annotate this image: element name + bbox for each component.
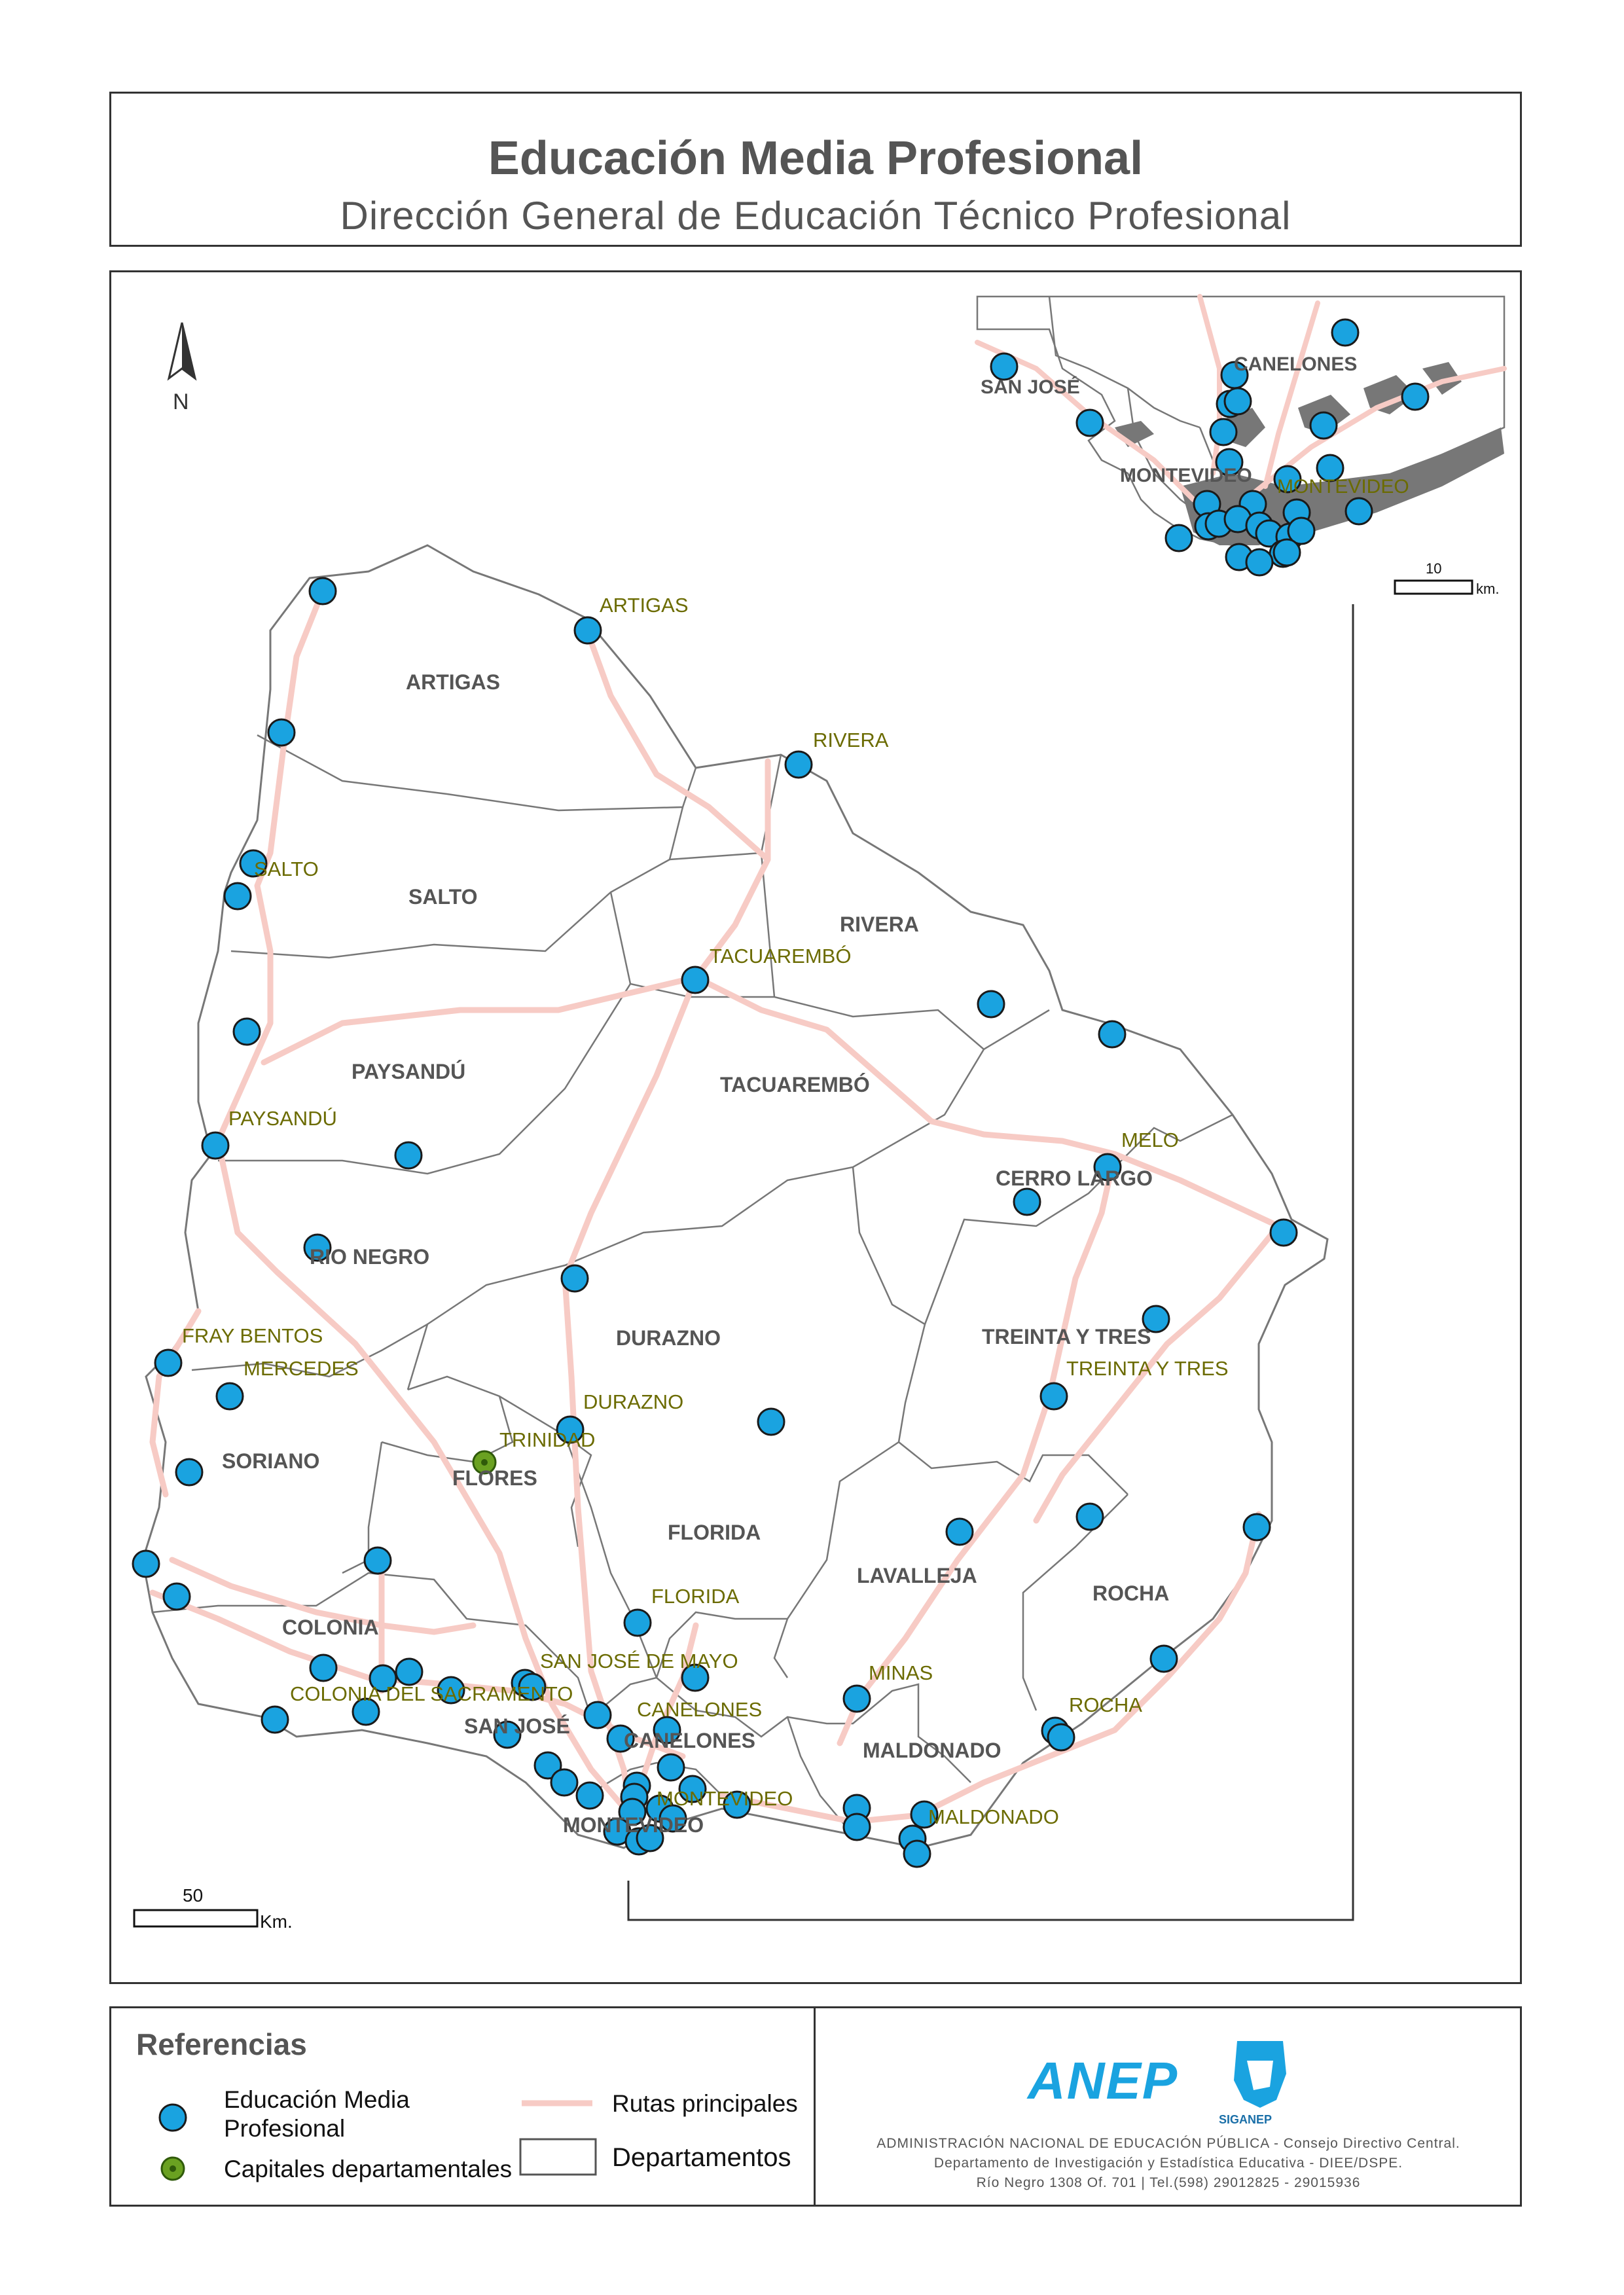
title-panel [109, 92, 1522, 247]
school-marker [365, 1547, 391, 1574]
school-marker [395, 1142, 422, 1168]
capital-label: MERCEDES [244, 1357, 359, 1380]
map-title: Educación Media Profesional [488, 132, 1144, 185]
department-label: PAYSANDÚ [352, 1060, 466, 1083]
department-label: TREINTA Y TRES [982, 1325, 1151, 1348]
school-marker [1346, 498, 1372, 524]
school-marker [1332, 319, 1358, 346]
capital-label: RIVERA [813, 729, 889, 751]
school-marker [682, 967, 708, 993]
capital-label: FRAY BENTOS [182, 1324, 323, 1347]
school-marker [1048, 1724, 1074, 1750]
legend-panel [109, 2006, 1522, 2207]
department-label: TACUAREMBÓ [720, 1073, 870, 1096]
credit-line-1: ADMINISTRACIÓN NACIONAL DE EDUCACIÓN PÚBLICA - Consejo Directivo Central. [876, 2136, 1460, 2151]
school-marker [1246, 549, 1272, 575]
scale-value: 10 [1426, 560, 1442, 577]
school-marker [1244, 1514, 1270, 1540]
department-label: ARTIGAS [406, 670, 500, 694]
capital-label: SALTO [254, 858, 319, 880]
anep-logo: ANEP [1028, 2051, 1179, 2110]
capital-label: ROCHA [1069, 1693, 1142, 1716]
school-marker [658, 1754, 684, 1780]
school-marker [1099, 1021, 1125, 1047]
capital-label: TREINTA Y TRES [1066, 1357, 1229, 1380]
legend-department-label: Departamentos [612, 2143, 791, 2172]
school-marker [225, 883, 251, 909]
capital-label: PAYSANDÚ [228, 1107, 337, 1130]
school-marker [1225, 388, 1251, 414]
school-marker [1077, 410, 1103, 436]
capital-label: MINAS [869, 1661, 933, 1684]
department-label: LAVALLEJA [857, 1564, 977, 1587]
scale-unit: Km. [260, 1911, 293, 1932]
school-marker [624, 1610, 651, 1636]
school-marker [904, 1841, 930, 1867]
legend-divider [814, 2008, 816, 2205]
inset-label-montevideo-capital: MONTEVIDEO [1277, 476, 1409, 497]
school-marker [202, 1132, 228, 1159]
department-label: CANELONES [624, 1729, 755, 1752]
department-label: SAN JOSÉ [464, 1714, 570, 1738]
legend-school-icon [160, 2105, 186, 2131]
school-marker [1041, 1383, 1067, 1409]
department-label: CERRO LARGO [996, 1166, 1153, 1190]
school-marker [1271, 1220, 1297, 1246]
department-label: SORIANO [222, 1449, 320, 1473]
capital-label: COLONIA DEL SACRAMENTO [290, 1682, 573, 1705]
credit-line-3: Río Negro 1308 Of. 701 | Tel.(598) 29012825 - 29015936 [976, 2175, 1361, 2190]
department-label: DURAZNO [616, 1326, 721, 1350]
department-label: FLORES [452, 1466, 537, 1490]
scale-bar [134, 1910, 257, 1926]
capital-label: TRINIDAD [499, 1428, 596, 1451]
scale-bar-main [134, 1885, 293, 1932]
legend-school-label [224, 2086, 410, 2143]
capital-label: TACUAREMBÓ [710, 945, 852, 967]
capital-label: MELO [1121, 1129, 1179, 1151]
scale-bar [1395, 581, 1472, 594]
school-marker [176, 1459, 202, 1485]
school-marker [1166, 525, 1192, 551]
department-label: ROCHA [1092, 1581, 1170, 1605]
school-marker [1151, 1646, 1177, 1672]
department-label: RIO NEGRO [310, 1245, 430, 1269]
school-marker [133, 1551, 159, 1577]
legend-department-icon [520, 2139, 596, 2175]
legend-road-label: Rutas principales [612, 2090, 798, 2117]
capital-label: MONTEVIDEO [657, 1787, 793, 1810]
legend-school-label-line1: Educación Media [224, 2086, 410, 2113]
inset-label-canelones: CANELONES [1234, 353, 1358, 375]
capital-label: ARTIGAS [600, 594, 689, 617]
department-label: COLONIA [282, 1616, 379, 1639]
capital-label: FLORIDA [651, 1585, 740, 1608]
school-marker [785, 751, 812, 778]
school-marker [310, 578, 336, 604]
school-marker [396, 1659, 422, 1685]
school-marker [991, 353, 1017, 380]
school-marker [577, 1782, 603, 1809]
map-subtitle: Dirección General de Educación Técnico Profesional [340, 194, 1291, 238]
legend-school-label-line2: Profesional [224, 2115, 346, 2142]
school-marker [1014, 1189, 1040, 1215]
school-marker [947, 1519, 973, 1545]
capital-center [481, 1459, 488, 1466]
school-marker [262, 1707, 288, 1733]
scale-bar-inset [1395, 560, 1499, 597]
department-label: MONTEVIDEO [563, 1813, 704, 1837]
capital-label: CANELONES [637, 1698, 763, 1721]
school-marker [217, 1383, 243, 1409]
school-marker [1310, 412, 1337, 439]
map-canvas [111, 272, 1520, 1982]
department-label: SALTO [408, 885, 478, 909]
legend-capital-label: Capitales departamentales [224, 2156, 513, 2182]
school-marker [585, 1702, 611, 1728]
school-marker [234, 1019, 260, 1045]
school-marker [562, 1265, 588, 1292]
school-marker [310, 1655, 336, 1681]
north-arrow [169, 323, 195, 414]
siganep-logo-icon [1224, 2034, 1296, 2113]
legend-title: Referencias [136, 2027, 307, 2061]
school-marker [1210, 419, 1236, 445]
school-marker [268, 719, 295, 746]
school-marker [758, 1409, 784, 1435]
inset-label-montevideo-dept: MONTEVIDEO [1120, 465, 1252, 486]
school-marker [844, 1686, 870, 1712]
scale-value: 50 [183, 1885, 204, 1906]
capital-label: SAN JOSÉ DE MAYO [540, 1650, 738, 1672]
school-marker [155, 1350, 181, 1376]
scale-unit: km. [1476, 581, 1500, 597]
credit-line-2: Departamento de Investigación y Estadística Educativa - DIEE/DSPE. [933, 2156, 1403, 2171]
map-panel [109, 270, 1522, 1984]
school-marker [575, 617, 601, 643]
north-label: N [173, 389, 189, 414]
department-label: MALDONADO [863, 1739, 1001, 1762]
department-label: FLORIDA [668, 1521, 761, 1544]
school-marker [1402, 384, 1428, 410]
school-marker [978, 991, 1004, 1017]
capital-label: DURAZNO [583, 1390, 684, 1413]
school-marker [551, 1769, 577, 1796]
inset-label-san-jose: SAN JOSÉ [981, 376, 1080, 398]
school-marker [1077, 1504, 1103, 1530]
department-label: RIVERA [840, 913, 919, 936]
siganep-label: SIGANEP [1219, 2113, 1272, 2126]
school-marker [164, 1583, 190, 1610]
capital-label: MALDONADO [928, 1805, 1059, 1828]
school-marker [844, 1814, 870, 1840]
school-marker [1274, 539, 1300, 566]
